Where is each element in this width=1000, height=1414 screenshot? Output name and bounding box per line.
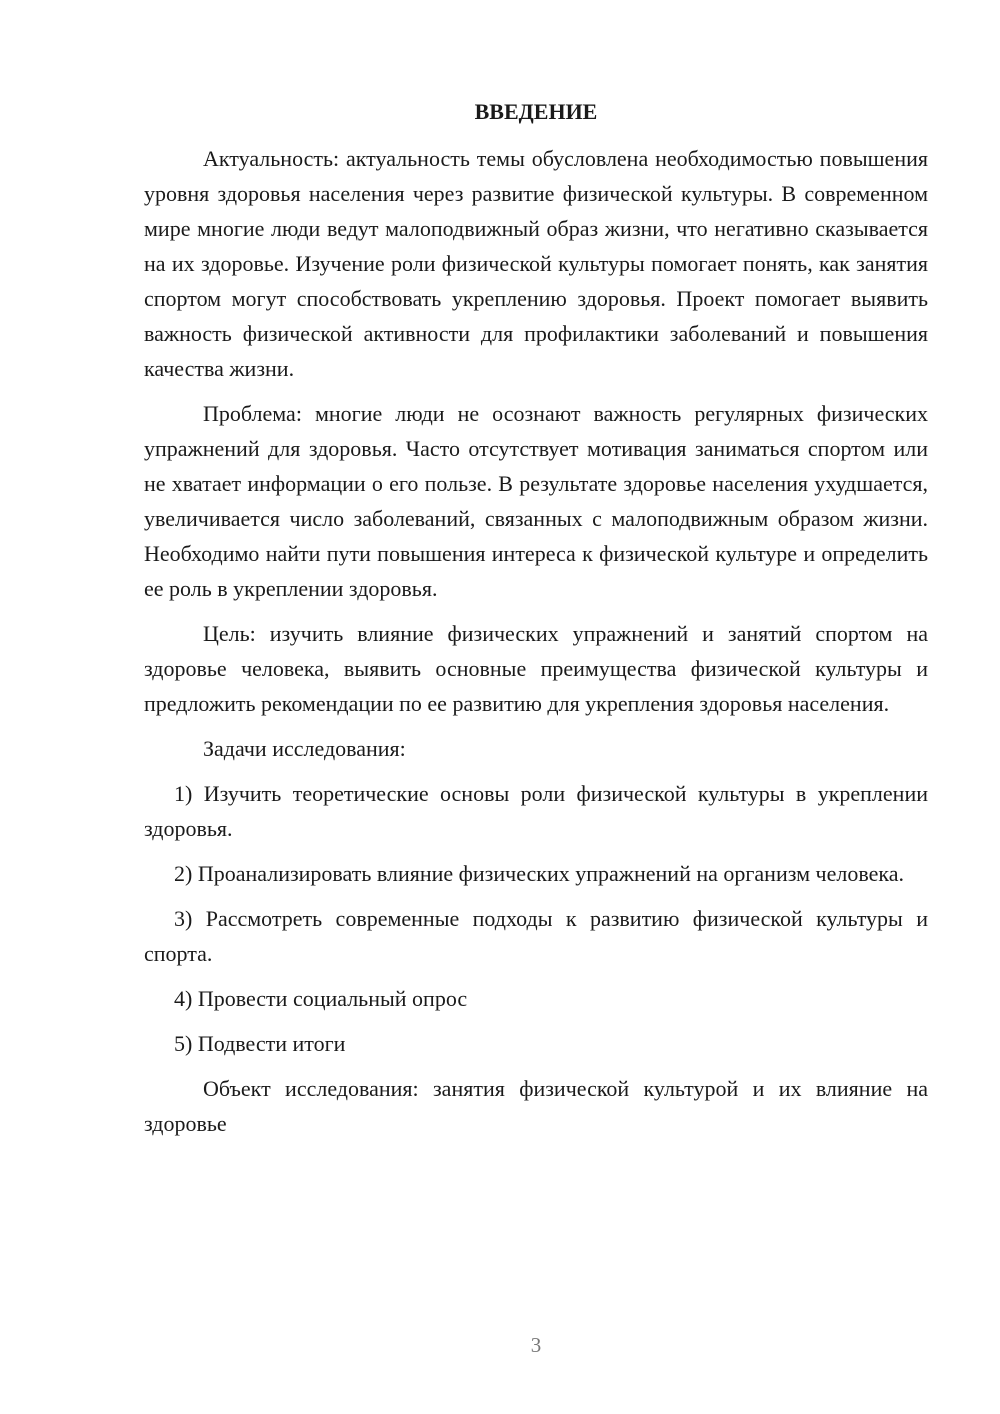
task-item-2: 2) Проанализировать влияние физических упражнений на организм человека.	[174, 861, 904, 886]
tasks-title: Задачи исследования:	[203, 736, 406, 761]
goal-paragraph: Цель: изучить влияние физических упражнений и занятий спортом на здоровье человека, выявить основные преимущества физической культуры и предложить рекомендации по ее развитию для укрепления здоровья населения.	[144, 621, 928, 716]
task-item-4: 4) Провести социальный опрос	[174, 986, 468, 1011]
relevance-paragraph: Актуальность: актуальность темы обусловлена необходимостью повышения уровня здоровья населения через развитие физической культуры. В современном мире многие люди ведут малоподвижный образ жизни, что негативно сказывается на их здоровье. Изучение роли физической культуры помогает понять, как занятия спортом могут способствовать укреплению здоровья. Проект помогает выявить важность физической активности для профилактики заболеваний и повышения качества жизни.	[144, 146, 928, 381]
task-item-5: 5) Подвести итоги	[174, 1031, 346, 1056]
task-item-1: 1) Изучить теоретические основы роли физической культуры в укреплении здоровья.	[144, 781, 928, 841]
problem-paragraph: Проблема: многие люди не осознают важность регулярных физических упражнений для здоровья. Часто отсутствует мотивация заниматься спортом или не хватает информации о его пользе. В результате здоровье населения ухудшается, увеличивается число заболеваний, связанных с малоподвижным образом жизни. Необходимо найти пути повышения интереса к физической культуре и определить ее роль в укреплении здоровья.	[144, 401, 928, 601]
page-number: 3	[530, 1333, 542, 1357]
task-item-3: 3) Рассмотреть современные подходы к развитию физической культуры и спорта.	[144, 906, 928, 966]
page-title: ВВЕДЕНИЕ	[474, 99, 598, 124]
page-content	[144, 94, 928, 1151]
object-paragraph: Объект исследования: занятия физической культурой и их влияние на здоровье	[144, 1076, 928, 1136]
